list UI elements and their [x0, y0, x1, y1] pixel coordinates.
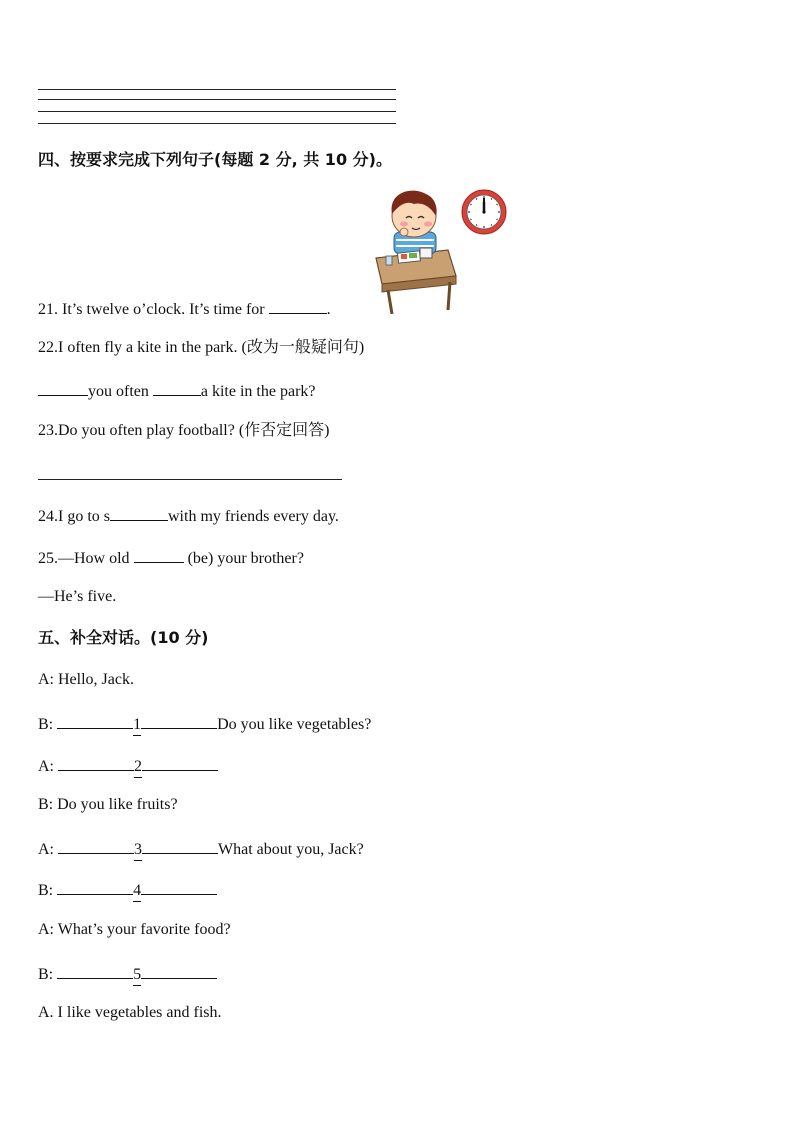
question-25-reply: —He’s five. [38, 588, 117, 605]
dialogue-line-4 [38, 837, 364, 861]
question-22-blank-1[interactable] [38, 379, 88, 396]
section-4-heading: 四、按要求完成下列句子(每题 2 分, 共 10 分)。 [38, 150, 392, 169]
section-5-heading: 五、补全对话。(10 分) [38, 628, 209, 647]
dialogue-blank-4-left[interactable] [57, 878, 133, 895]
question-24 [38, 504, 339, 527]
dialogue-line-7 [38, 962, 217, 986]
answer-rule-2 [38, 99, 396, 100]
question-21-end: . [326, 301, 331, 318]
question-21-blank[interactable] [269, 297, 327, 314]
question-21 [38, 297, 331, 320]
dialogue-blank-4-right[interactable] [141, 878, 217, 895]
dialogue-line-0: A: Hello, Jack. [38, 671, 134, 688]
question-22-mid: you often [88, 383, 153, 400]
dialogue-line-2 [38, 754, 218, 778]
dialogue-blank-1-left[interactable] [57, 712, 133, 729]
dialogue-line-5 [38, 878, 217, 902]
dialogue-number: 2 [134, 757, 142, 778]
dialogue-blank-2-right[interactable] [142, 754, 218, 771]
dialogue-speaker: B: [38, 882, 58, 899]
answer-rule-4 [38, 123, 396, 124]
dialogue-speaker: B: [38, 966, 58, 983]
question-25-start: 25.—How old [38, 550, 134, 567]
dialogue-speaker: B: [38, 716, 58, 733]
question-22-blank-2[interactable] [153, 379, 201, 396]
answer-rule-1 [38, 89, 396, 90]
dialogue-number: 4 [133, 881, 141, 902]
dialogue-line-3: B: Do you like fruits? [38, 796, 178, 813]
dialogue-blank-5-left[interactable] [57, 962, 133, 979]
question-22-end: a kite in the park? [200, 383, 316, 400]
answer-rule-3 [38, 111, 396, 112]
question-25 [38, 546, 304, 569]
dialogue-number: 1 [133, 715, 141, 736]
clock-icon [462, 190, 506, 234]
dialogue-after: What about you, Jack? [218, 841, 364, 858]
dialogue-number: 5 [133, 965, 141, 986]
question-23: 23.Do you often play football? (作否定回答) [38, 422, 330, 439]
question-22-answer [38, 379, 316, 402]
dialogue-after: Do you like vegetables? [217, 716, 372, 733]
dialogue-blank-3-left[interactable] [58, 837, 134, 854]
dialogue-blank-1-right[interactable] [141, 712, 217, 729]
question-24-start: 24.I go to s [38, 508, 110, 525]
dialogue-line-1 [38, 712, 371, 736]
dialogue-blank-3-right[interactable] [142, 837, 218, 854]
dialogue-line-6: A: What’s your favorite food? [38, 921, 231, 938]
question-25-end: (be) your brother? [183, 550, 304, 567]
dialogue-speaker: A: [38, 758, 58, 775]
dialogue-blank-5-right[interactable] [141, 962, 217, 979]
question-21-text: 21. It’s twelve o’clock. It’s time for [38, 301, 269, 318]
dialogue-blank-2-left[interactable] [58, 754, 134, 771]
boy-eating-lunch-icon [368, 186, 514, 314]
dialogue-speaker: A: [38, 841, 58, 858]
question-24-end: with my friends every day. [168, 508, 339, 525]
question-25-blank[interactable] [134, 546, 184, 563]
question-23-answer-line[interactable] [38, 479, 342, 480]
question-22: 22.I often fly a kite in the park. (改为一般疑问句) [38, 339, 365, 356]
question-24-blank[interactable] [110, 504, 168, 521]
dialogue-number: 3 [134, 840, 142, 861]
option-a: A. I like vegetables and fish. [38, 1004, 222, 1021]
